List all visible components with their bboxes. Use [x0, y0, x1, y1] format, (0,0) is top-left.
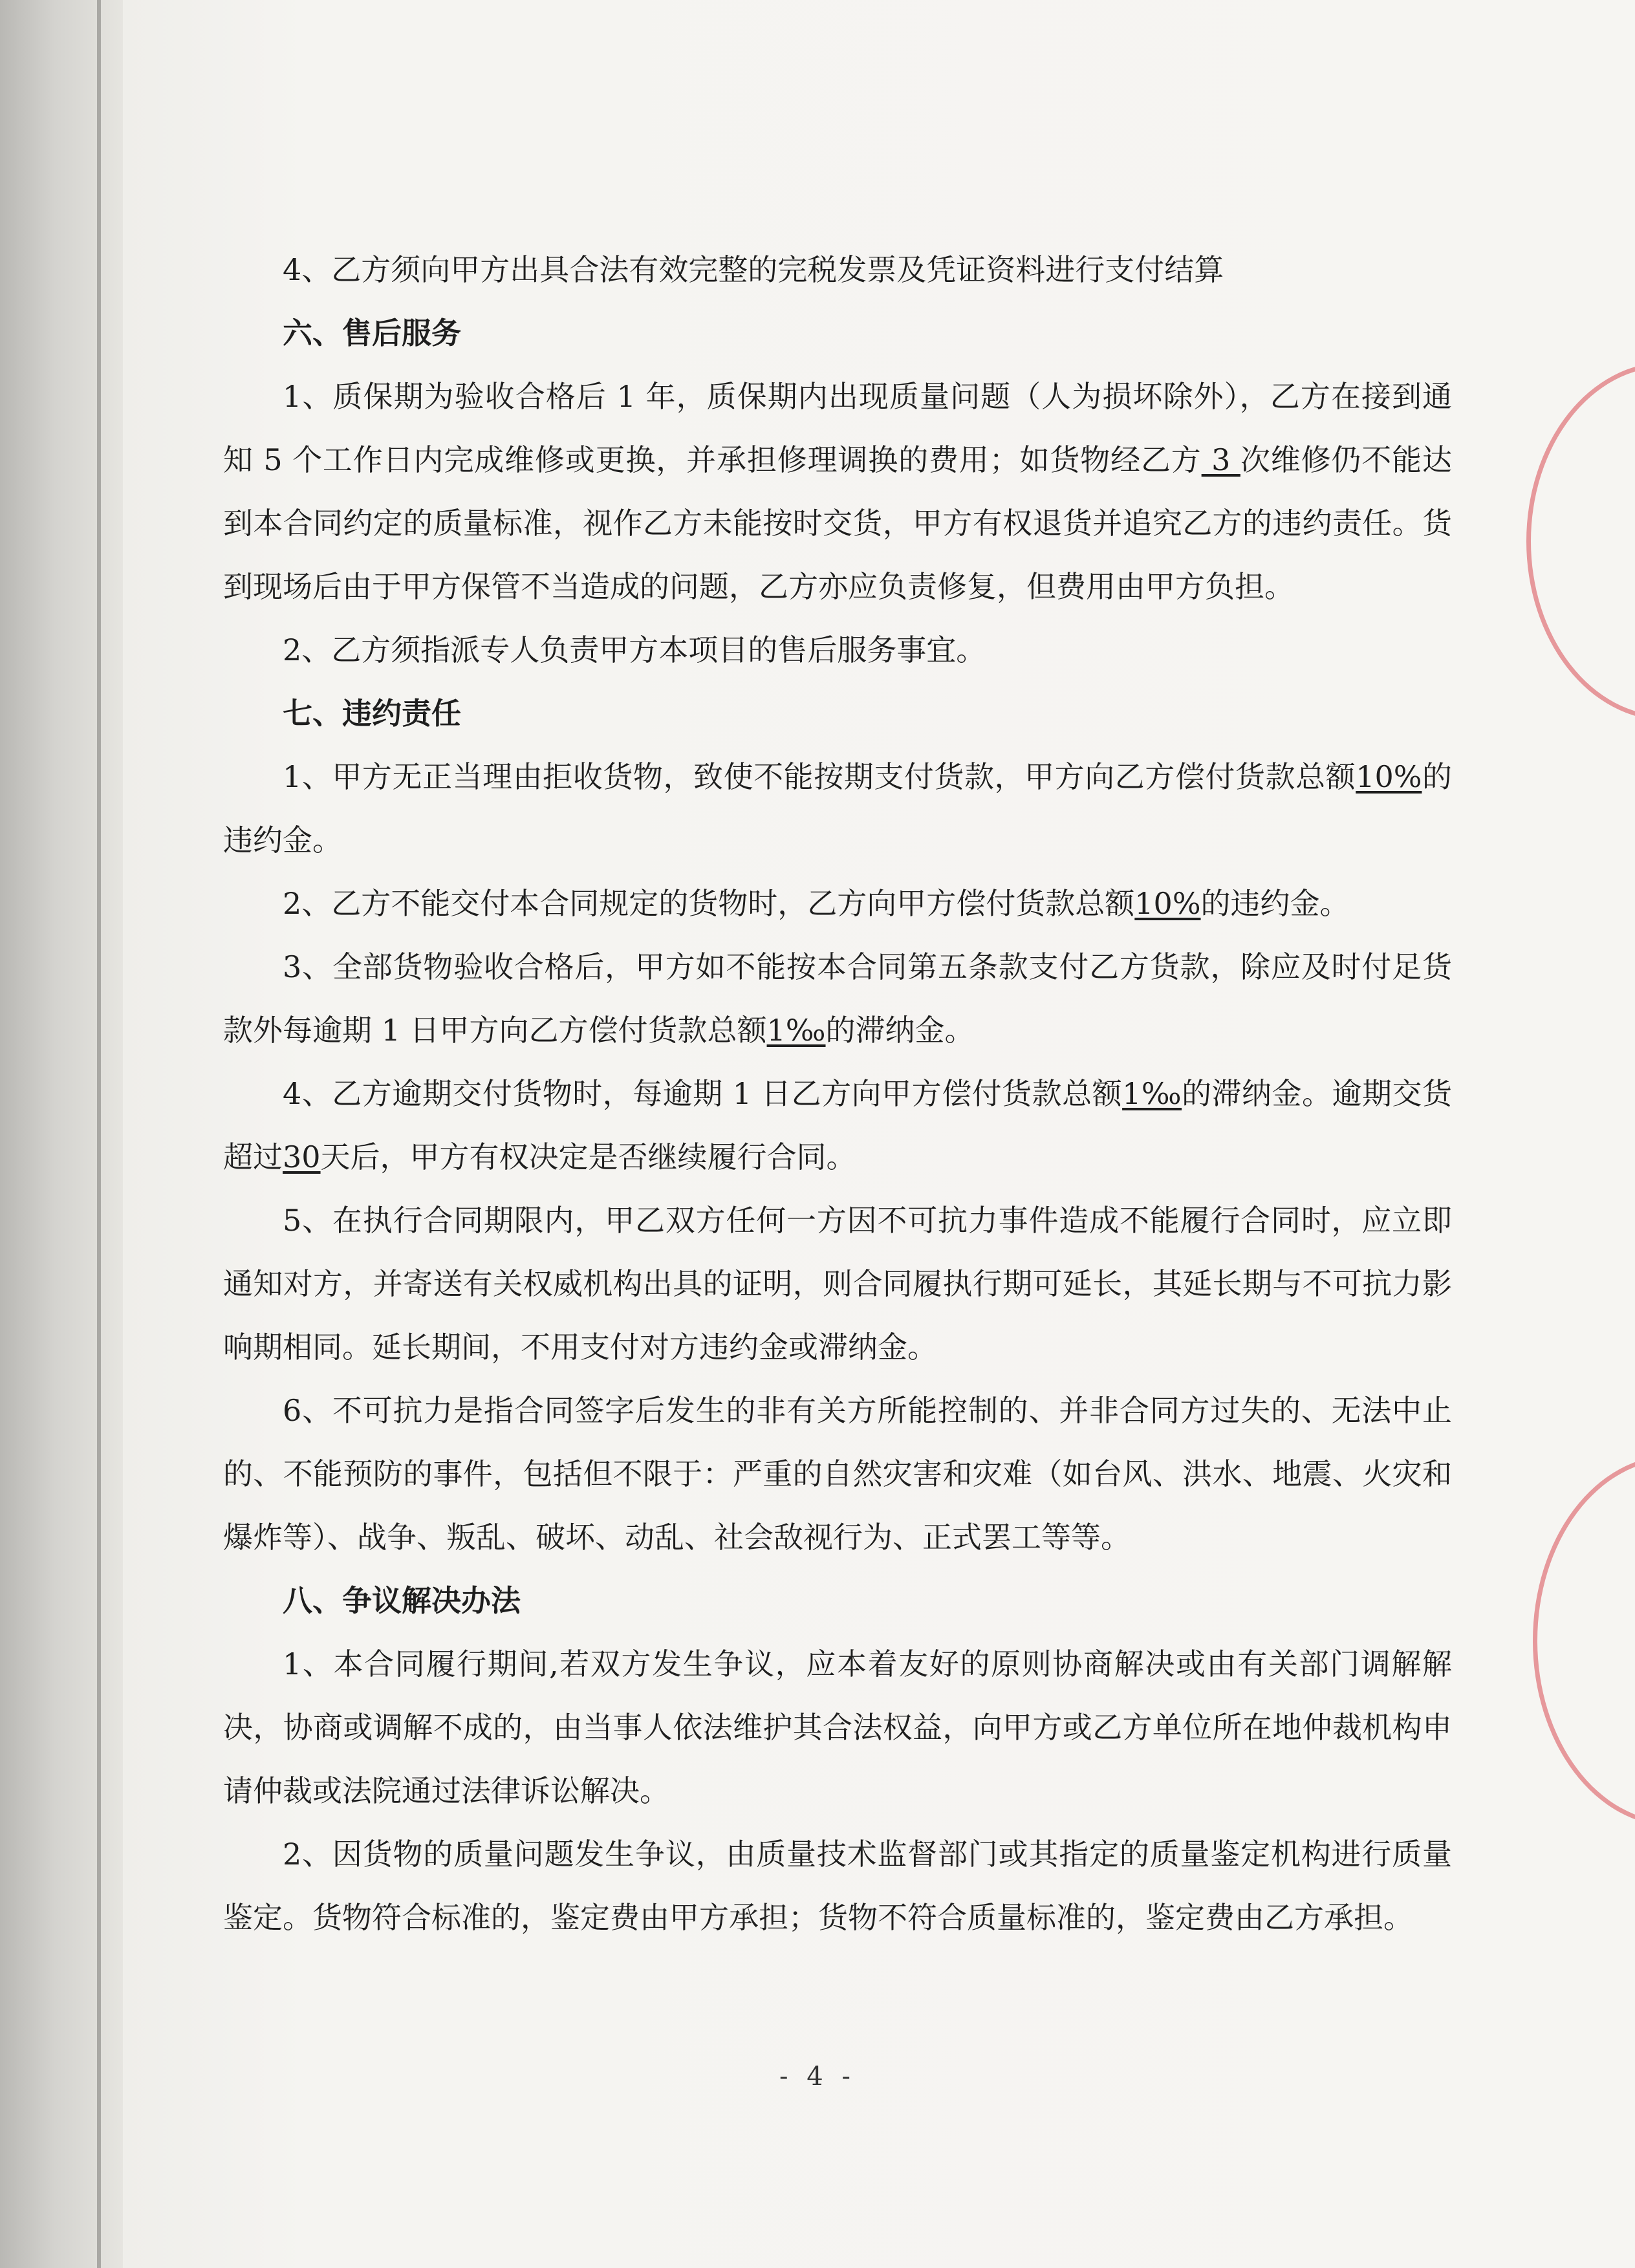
paragraph-warranty	[223, 365, 1452, 618]
paragraph-text-tail: 的违约金。	[223, 759, 1452, 858]
paragraph-force-majeure-definition	[223, 1379, 1452, 1569]
paragraph-text: 1、甲方无正当理由拒收货物，致使不能按期支付货款，甲方向乙方偿付货款总额	[283, 759, 1356, 794]
paragraph-text-tail: 的违约金。	[1200, 886, 1350, 921]
paragraph-text: 1、本合同履行期间,若双方发生争议，应本着友好的原则协商解决或由有关部门调解解决，协商或调解不成的，由当事人依法维护其合法权益，向甲方或乙方单位所在地仲裁机构申请仲裁或法院通过法律诉讼解决。	[223, 1647, 1452, 1808]
heading-text: 七、违约责任	[283, 696, 461, 731]
paragraph-text: 4、乙方须向甲方出具合法有效完整的完税发票及凭证资料进行支付结算	[283, 252, 1224, 287]
paragraph-text: 1、质保期为验收合格后 1 年，质保期内出现质量问题（人为损坏除外），乙方在接到通知 5 个工作日内完成维修或更换，并承担修理调换的费用；如货物经乙方	[223, 379, 1452, 477]
section-heading-disputes	[223, 1569, 1452, 1632]
underlined-value: 1‰	[1122, 1076, 1182, 1111]
paragraph-text-tail: 天后，甲方有权决定是否继续履行合同。	[320, 1139, 856, 1174]
binding-spine	[0, 0, 123, 2268]
paragraph-text: 4、乙方逾期交付货物时，每逾期 1 日乙方向甲方偿付货款总额	[283, 1076, 1123, 1111]
underlined-value: 30	[283, 1139, 321, 1174]
paragraph-text: 2、乙方须指派专人负责甲方本项目的售后服务事宜。	[283, 632, 986, 667]
contract-text	[223, 238, 1452, 1949]
paragraph-dispute-resolution	[223, 1632, 1452, 1822]
binding-crease	[97, 0, 101, 2268]
heading-text: 八、争议解决办法	[283, 1583, 521, 1618]
paragraph-quality-dispute	[223, 1822, 1452, 1949]
paragraph-payment-invoice	[223, 238, 1452, 301]
paragraph-text: 2、因货物的质量问题发生争议，由质量技术监督部门或其指定的质量鉴定机构进行质量鉴定。货物符合标准的，鉴定费由甲方承担；货物不符合质量标准的，鉴定费由乙方承担。	[223, 1837, 1452, 1935]
heading-text: 六、售后服务	[283, 316, 461, 351]
underlined-value: 3	[1201, 442, 1240, 477]
underlined-value: 1‰	[766, 1013, 826, 1048]
paragraph-text: 5、在执行合同期限内，甲乙双方任何一方因不可抗力事件造成不能履行合同时，应立即通知对方，并寄送有关权威机构出具的证明，则合同履执行期可延长，其延长期与不可抗力影响期相同。延长期间，不用支付对方违约金或滞纳金。	[223, 1203, 1452, 1365]
section-heading-after-sales	[223, 301, 1452, 365]
paragraph-service-staff	[223, 618, 1452, 682]
paragraph-text: 2、乙方不能交付本合同规定的货物时，乙方向甲方偿付货款总额	[283, 886, 1135, 921]
paragraph-text-tail: 的滞纳金。	[825, 1013, 975, 1048]
paragraph-force-majeure-notice	[223, 1189, 1452, 1379]
paragraph-late-delivery	[223, 1062, 1452, 1189]
section-heading-liability	[223, 682, 1452, 745]
paragraph-text-tail: 次维修仍不能达到本合同约定的质量标准，视作乙方未能按时交货，甲方有权退货并追究乙方的违约责任。货到现场后由于甲方保管不当造成的问题，乙方亦应负责修复，但费用由甲方负担。	[223, 442, 1452, 604]
paragraph-non-delivery-penalty	[223, 872, 1452, 935]
paragraph-text: 3、全部货物验收合格后，甲方如不能按本合同第五条款支付乙方货款，除应及时付足货款外每逾期 1 日甲方向乙方偿付货款总额	[223, 949, 1452, 1048]
underlined-value: 10%	[1356, 759, 1422, 794]
paragraph-text-mid: 的滞纳金。逾期交货超过	[223, 1076, 1453, 1174]
underlined-value: 10%	[1134, 886, 1201, 921]
paragraph-text: 6、不可抗力是指合同签字后发生的非有关方所能控制的、并非合同方过失的、无法中止的、不能预防的事件，包括但不限于：严重的自然灾害和灾难（如台风、洪水、地震、火灾和爆炸等）、战争、叛乱、破坏、动乱、社会敌视行为、正式罢工等等。	[223, 1393, 1452, 1555]
paragraph-late-payment	[223, 935, 1452, 1062]
page-number: - 4 -	[779, 2062, 856, 2091]
paragraph-refusal-penalty	[223, 745, 1452, 872]
